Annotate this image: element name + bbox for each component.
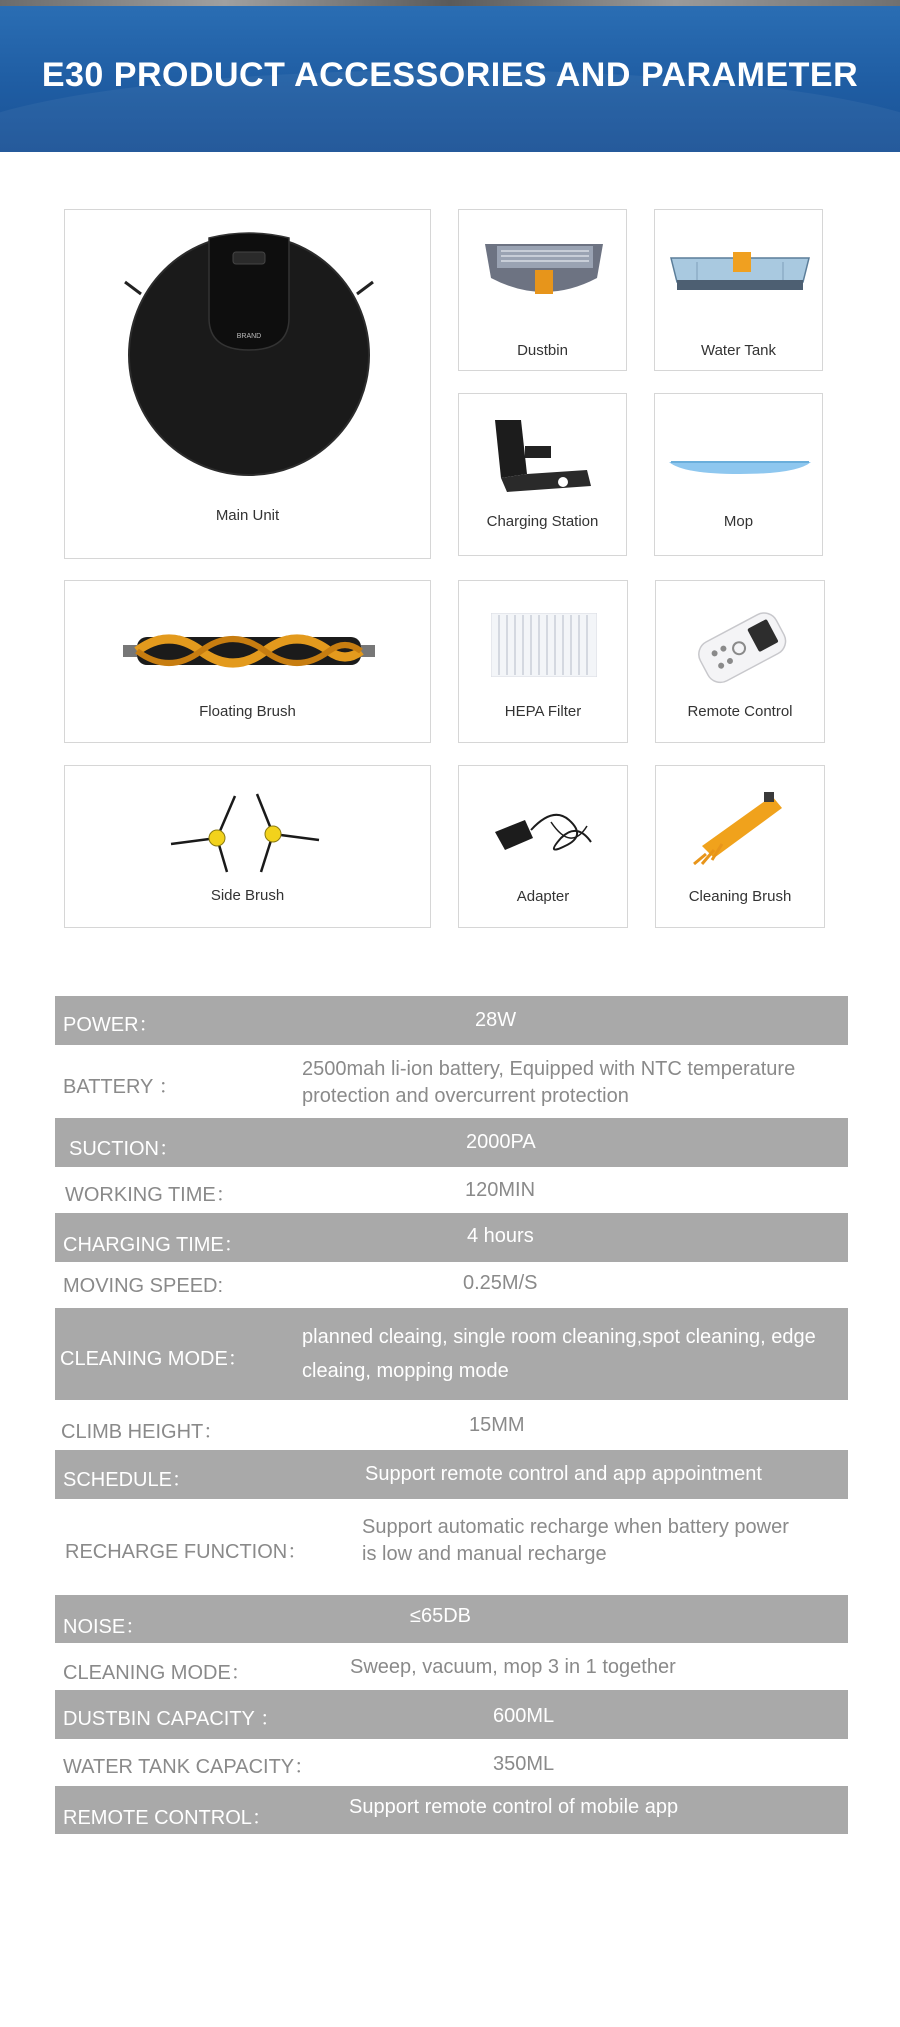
spec-row-remote-control — [55, 1786, 848, 1834]
spec-value: ≤65DB — [410, 1605, 472, 1627]
spec-label: BATTERY ： — [63, 1076, 179, 1098]
accessory-card-water-tank — [654, 209, 823, 371]
spec-label: CLEANING MODE： — [60, 1348, 248, 1370]
accessory-card-floating-brush — [64, 580, 431, 743]
accessory-card-hepa-filter — [458, 580, 628, 743]
spec-row-climb-height — [55, 1402, 848, 1448]
spec-value: Support remote control of mobile app — [349, 1796, 679, 1818]
spec-label: CLIMB HEIGHT： — [61, 1421, 224, 1443]
robot-vacuum-image — [111, 230, 386, 485]
spec-row-working-time — [55, 1168, 848, 1212]
spec-label: WATER TANK CAPACITY： — [63, 1756, 315, 1778]
spec-value: planned cleaing, single room cleaning,spot cleaning, edge cleaing, mopping mode — [302, 1326, 816, 1382]
spec-label: REMOTE CONTROL： — [63, 1807, 272, 1829]
accessory-label-remote-control: Remote Control — [687, 703, 793, 720]
accessory-label-adapter: Adapter — [516, 888, 570, 905]
spec-value: 15MM — [469, 1414, 525, 1436]
accessory-card-remote-control — [655, 580, 825, 743]
spec-value: 0.25M/S — [463, 1272, 538, 1294]
spec-label: NOISE： — [63, 1616, 146, 1638]
spec-row-cleaning-mode-2 — [55, 1643, 848, 1687]
spec-label: MOVING SPEED: — [63, 1275, 224, 1297]
spec-value: Support remote control and app appointment — [365, 1463, 762, 1485]
spec-label: SUCTION： — [69, 1138, 179, 1160]
accessory-label-side-brush: Side Brush — [210, 887, 285, 904]
page-title: E30 PRODUCT ACCESSORIES AND PARAMETER — [41, 56, 859, 94]
spec-row-battery — [55, 1050, 848, 1114]
floating-brush-image — [121, 623, 377, 679]
spec-value: Support automatic recharge when battery power is low and manual recharge — [362, 1516, 789, 1565]
accessory-label-mop: Mop — [723, 513, 754, 530]
spec-label: WORKING TIME： — [65, 1184, 236, 1206]
accessory-label-main-unit: Main Unit — [215, 507, 280, 524]
spec-value: 120MIN — [465, 1179, 536, 1201]
accessory-label-charging-station: Charging Station — [486, 513, 599, 530]
cleaning-brush-image — [686, 788, 796, 868]
header-banner — [0, 0, 900, 152]
accessory-label-floating-brush: Floating Brush — [199, 703, 296, 720]
accessory-card-cleaning-brush — [655, 765, 825, 928]
accessory-card-dustbin — [458, 209, 627, 371]
accessory-label-cleaning-brush: Cleaning Brush — [688, 888, 792, 905]
spec-row-recharge-function — [55, 1502, 848, 1592]
adapter-image — [491, 802, 597, 860]
spec-value: 350ML — [493, 1753, 555, 1775]
hepa-filter-image — [491, 613, 597, 677]
spec-label: DUSTBIN CAPACITY ： — [63, 1708, 281, 1730]
spec-row-schedule — [55, 1450, 848, 1499]
spec-value: 600ML — [493, 1705, 555, 1727]
spec-row-water-tank-capacity — [55, 1740, 848, 1784]
spec-value: 2500mah li-ion battery, Equipped with NTC temperature protection and overcurrent protection — [302, 1058, 796, 1107]
mop-image — [667, 456, 813, 480]
spec-label: CHARGING TIME： — [63, 1234, 244, 1256]
spec-row-noise — [55, 1595, 848, 1643]
spec-value: 28W — [475, 1009, 517, 1031]
spec-value: 2000PA — [466, 1131, 536, 1153]
remote-control-image — [680, 605, 800, 695]
accessory-card-adapter — [458, 765, 628, 928]
spec-row-cleaning-mode — [55, 1308, 848, 1400]
accessory-label-hepa-filter: HEPA Filter — [504, 703, 582, 720]
spec-label: POWER： — [63, 1014, 159, 1036]
accessory-label-water-tank: Water Tank — [700, 342, 777, 359]
dustbin-image — [475, 234, 613, 310]
accessory-card-mop — [654, 393, 823, 556]
spec-row-charging-time — [55, 1213, 848, 1262]
spec-value: 4 hours — [467, 1225, 534, 1247]
water-tank-image — [667, 250, 813, 306]
spec-row-suction — [55, 1118, 848, 1167]
accessory-label-dustbin: Dustbin — [517, 342, 568, 359]
spec-value: Sweep, vacuum, mop 3 in 1 together — [350, 1656, 676, 1678]
brand-mark: BRAND — [236, 333, 262, 340]
spec-row-moving-speed — [55, 1263, 848, 1307]
accessory-card-main-unit — [64, 209, 431, 559]
spec-label: CLEANING MODE： — [63, 1662, 251, 1684]
side-brush-image — [165, 786, 325, 876]
spec-row-power — [55, 996, 848, 1045]
spec-row-dustbin-capacity — [55, 1690, 848, 1739]
accessory-card-charging-station — [458, 393, 627, 556]
accessory-card-side-brush — [64, 765, 431, 928]
spec-label: RECHARGE FUNCTION： — [65, 1541, 308, 1563]
spec-label: SCHEDULE： — [63, 1469, 192, 1491]
charging-station-image — [487, 416, 599, 494]
